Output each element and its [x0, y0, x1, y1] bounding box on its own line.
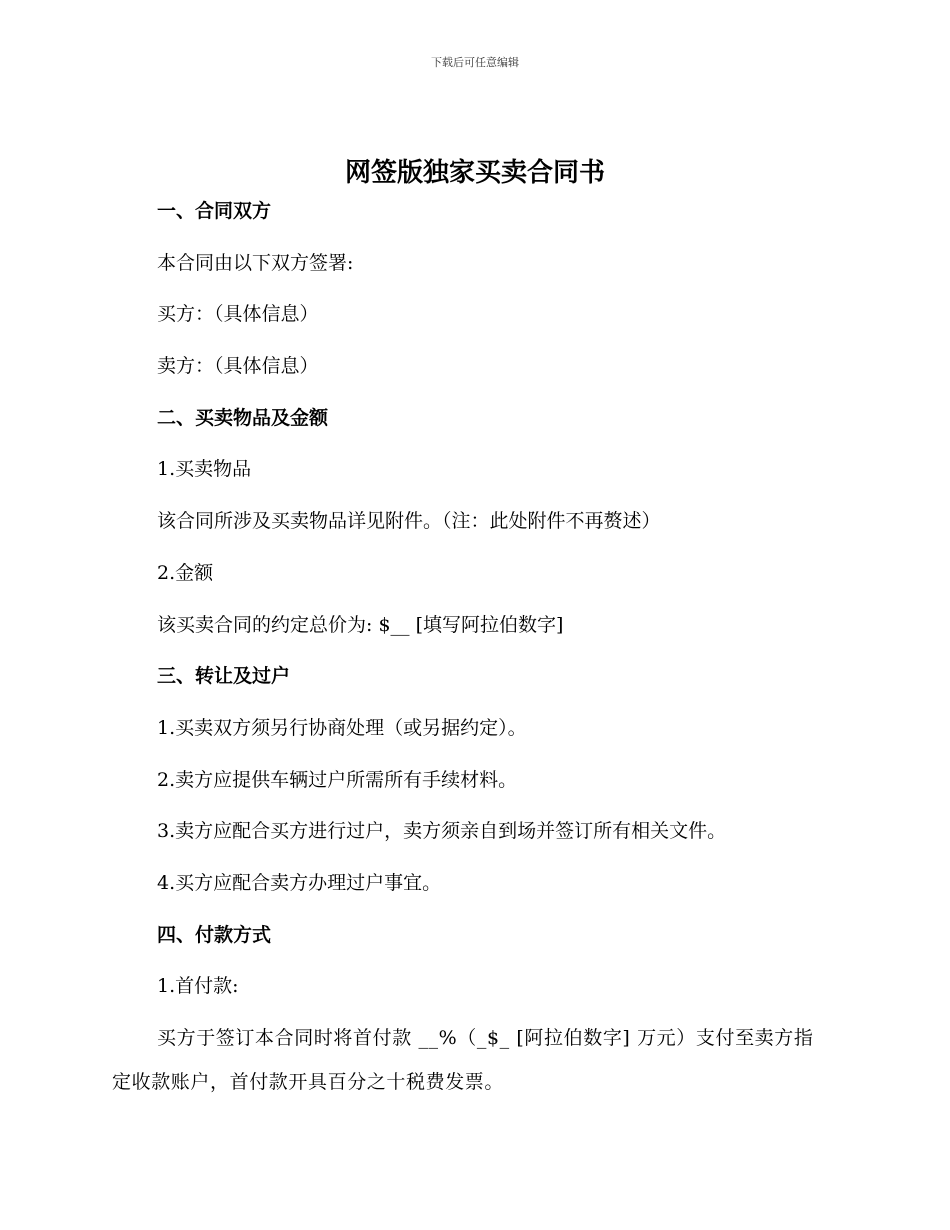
section-2-amount-title: 2.金额	[157, 562, 214, 584]
section-3-heading: 三、转让及过户	[157, 665, 291, 687]
section-3-item-4: 4.买方应配合卖方办理过户事宜。	[157, 872, 442, 894]
section-4-down-payment-title: 1.首付款:	[157, 975, 239, 997]
section-3-item-2: 2.卖方应提供车辆过户所需所有手续材料。	[157, 769, 518, 791]
section-3-item-3: 3.卖方应配合买方进行过户，卖方须亲自到场并签订所有相关文件。	[157, 820, 727, 842]
section-4-heading: 四、付款方式	[157, 924, 272, 946]
section-1-heading: 一、合同双方	[157, 200, 272, 222]
document-title: 网签版独家买卖合同书	[344, 158, 605, 188]
section-4-down-payment-text: 买方于签订本合同时将首付款 __%（_$_ [阿拉伯数字] 万元）支付至卖方指定收款账户，首付款开具百分之十税费发票。	[112, 1027, 814, 1093]
section-2-heading: 二、买卖物品及金额	[157, 407, 329, 429]
section-2-item-title: 1.买卖物品	[157, 458, 252, 480]
section-1-seller: 卖方：（具体信息）	[157, 355, 319, 377]
section-2-amount-text: 该买卖合同的约定总价为: $__ [填写阿拉伯数字]	[157, 614, 564, 636]
section-2-item-text: 该合同所涉及买卖物品详见附件。（注：此处附件不再赘述）	[157, 510, 661, 532]
section-1-buyer: 买方：（具体信息）	[157, 303, 319, 325]
section-3-item-1: 1.买卖双方须另行协商处理（或另据约定）。	[157, 717, 527, 739]
section-1-intro: 本合同由以下双方签署:	[157, 252, 354, 274]
header-note: 下载后可任意编辑	[431, 56, 519, 69]
